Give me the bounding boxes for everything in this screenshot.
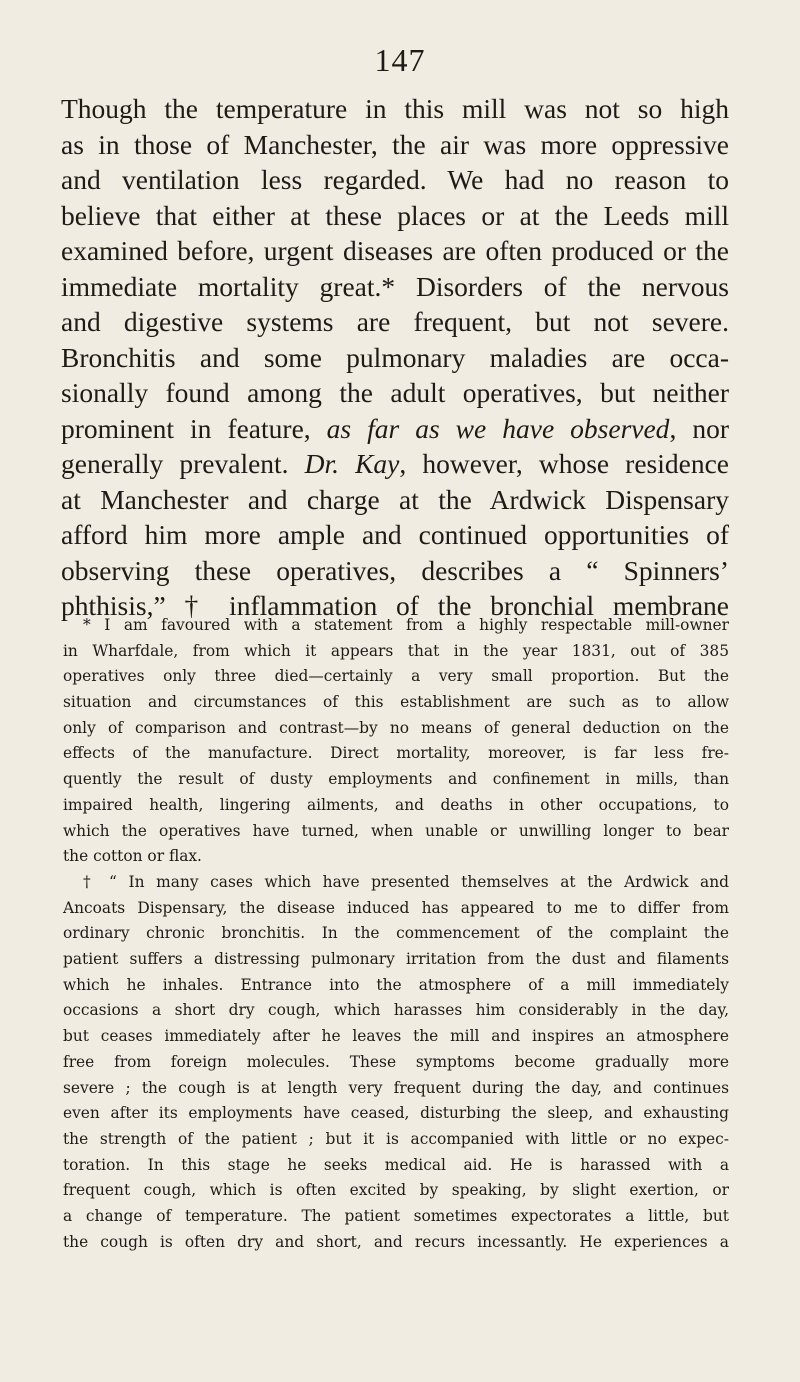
main-text-line: Though the temperature in this mill was not so high bbox=[61, 93, 729, 124]
footnote-line: effects of the manufacture. Direct mortality, moreover, is far less fre- bbox=[63, 744, 729, 763]
main-text bbox=[61, 91, 729, 624]
footnote-line: ordinary chronic bronchitis. In the commencement of the complaint the bbox=[63, 924, 729, 943]
main-text-line: and digestive systems are frequent, but not severe. bbox=[61, 306, 729, 337]
main-text-line: examined before, urgent diseases are often produced or the bbox=[61, 235, 729, 266]
main-text-line: at Manchester and charge at the Ardwick Dispensary bbox=[61, 483, 729, 515]
footnote-line: situation and circumstances of this establishment are such as to allow bbox=[63, 693, 729, 712]
main-text-line: Bronchitis and some pulmonary maladies are occa- bbox=[61, 341, 729, 373]
main-text-line: as in those of Manchester, the air was more oppressive bbox=[61, 128, 729, 160]
main-text-line: and ventilation less regarded. We had no reason to bbox=[61, 164, 729, 195]
main-text-line: phthisis,” † inflammation of the bronchial membrane bbox=[61, 590, 729, 621]
footnote-line: severe ; the cough is at length very frequent during the day, and continues bbox=[63, 1078, 729, 1097]
footnote-line: † “ In many cases which have presented themselves at the Ardwick and bbox=[83, 873, 729, 891]
footnote-line: patient suffers a distressing pulmonary irritation from the dust and filaments bbox=[63, 950, 729, 969]
main-text-line: observing these operatives, describes a “ Spinners’ bbox=[61, 554, 729, 586]
main-text-line: afford him more ample and continued opportunities of bbox=[61, 519, 729, 550]
footnote-line: frequent cough, which is often excited by speaking, by slight exertion, or bbox=[63, 1181, 729, 1200]
footnote-line: operatives only three died—certainly a very small proportion. But the bbox=[63, 667, 729, 686]
footnote-line: free from foreign molecules. These symptoms become gradually more bbox=[63, 1052, 729, 1071]
footnote-line: quently the result of dusty employments and confinement in mills, than bbox=[63, 770, 729, 789]
footnote-line: toration. In this stage he seeks medical aid. He is harassed with a bbox=[63, 1155, 729, 1174]
main-text-line: generally prevalent. Dr. Kay, however, whose residence bbox=[61, 448, 730, 479]
footnote-line: the cotton or flax. bbox=[63, 847, 202, 866]
main-text-line: prominent in feature, as far as we have observed, nor bbox=[61, 412, 729, 444]
footnote-line: impaired health, lingering ailments, and deaths in other occupations, to bbox=[63, 795, 729, 814]
footnote-1 bbox=[63, 613, 729, 870]
footnote-line: the strength of the patient ; but it is accompanied with little or no expec- bbox=[63, 1129, 729, 1148]
page-number: 147 bbox=[374, 42, 426, 78]
main-text-line: sionally found among the adult operatives, but neither bbox=[61, 377, 729, 408]
main-text-line: believe that either at these places or at the Leeds mill bbox=[61, 199, 729, 231]
italic-phrase: as far as we have observed bbox=[326, 412, 670, 444]
footnote-2 bbox=[63, 870, 729, 1255]
italic-phrase: Dr. Kay bbox=[304, 448, 400, 479]
footnote-line: * I am favoured with a statement from a highly respectable mill-owner bbox=[83, 616, 729, 634]
footnote-line: occasions a short dry cough, which harasses him considerably in the day, bbox=[63, 1001, 729, 1020]
footnote-line: but ceases immediately after he leaves the mill and inspires an atmosphere bbox=[63, 1027, 729, 1046]
footnote-line: even after its employments have ceased, disturbing the sleep, and exhausting bbox=[63, 1104, 729, 1123]
footnote-line: the cough is often dry and short, and recurs incessantly. He experiences a bbox=[63, 1232, 729, 1251]
footnote-line: only of comparison and contrast—by no means of general deduction on the bbox=[63, 718, 729, 737]
footnote-line: which he inhales. Entrance into the atmosphere of a mill immediately bbox=[63, 975, 729, 994]
main-text-line: immediate mortality great.* Disorders of the nervous bbox=[61, 270, 729, 302]
footnote-line: a change of temperature. The patient sometimes expectorates a little, but bbox=[63, 1206, 729, 1225]
footnote-line: in Wharfdale, from which it appears that in the year 1831, out of 385 bbox=[63, 641, 729, 660]
footnote-line: which the operatives have turned, when unable or unwilling longer to bear bbox=[63, 821, 729, 840]
footnote-line: Ancoats Dispensary, the disease induced has appeared to me to differ from bbox=[63, 898, 729, 917]
